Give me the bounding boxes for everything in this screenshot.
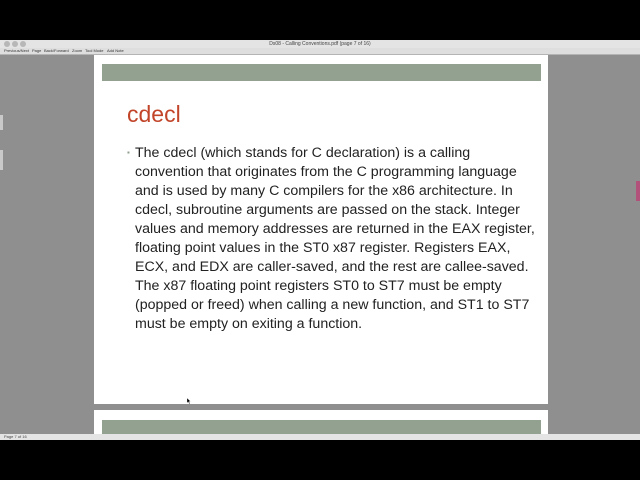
tool-mode-button[interactable]: Tool Mode [85,48,104,53]
title-bar [0,40,640,48]
document-area[interactable] [0,55,640,435]
sidebar-edge [0,115,3,130]
pdf-viewer-window [0,40,640,440]
sidebar-edge [0,150,3,170]
slide-header-band [102,420,541,435]
slide-header-band [102,64,541,81]
slide-body-text: The cdecl (which stands for C declaration) is a calling convention that originates from the C programming language and is used by many C compilers for the x86 architecture. In cdecl, subroutine arguments are passed on the stack. Integer values and memory addresses are returned in the EAX register, floating point values in the ST0 x87 register. Registers EAX, ECX, and EDX are caller-saved, and the rest are callee-saved. The x87 floating point registers ST0 to ST7 must be empty (popped or freed) when calling a new function, and ST1 to ST7 must be empty on exiting a function. [135,145,535,332]
page-button[interactable]: Page [32,48,42,53]
pdf-page [94,55,548,404]
bullet-icon: ▪ [127,148,130,157]
page-status: Page 7 of 16 [4,434,27,439]
back-forward-button[interactable]: Back/Forward [44,48,69,53]
zoom-button[interactable]: Zoom [72,48,83,53]
slide-heading: cdecl [127,101,181,127]
mouse-cursor-icon [187,398,191,404]
window-title: Ds08 - Calling Conventions.pdf (page 7 of 16) [269,41,371,47]
previous-next-button[interactable]: Previous/Next [4,48,29,53]
add-note-button[interactable]: Add Note [107,48,124,53]
scroll-marker [636,181,640,201]
toolbar [0,48,640,55]
status-bar [0,434,640,440]
